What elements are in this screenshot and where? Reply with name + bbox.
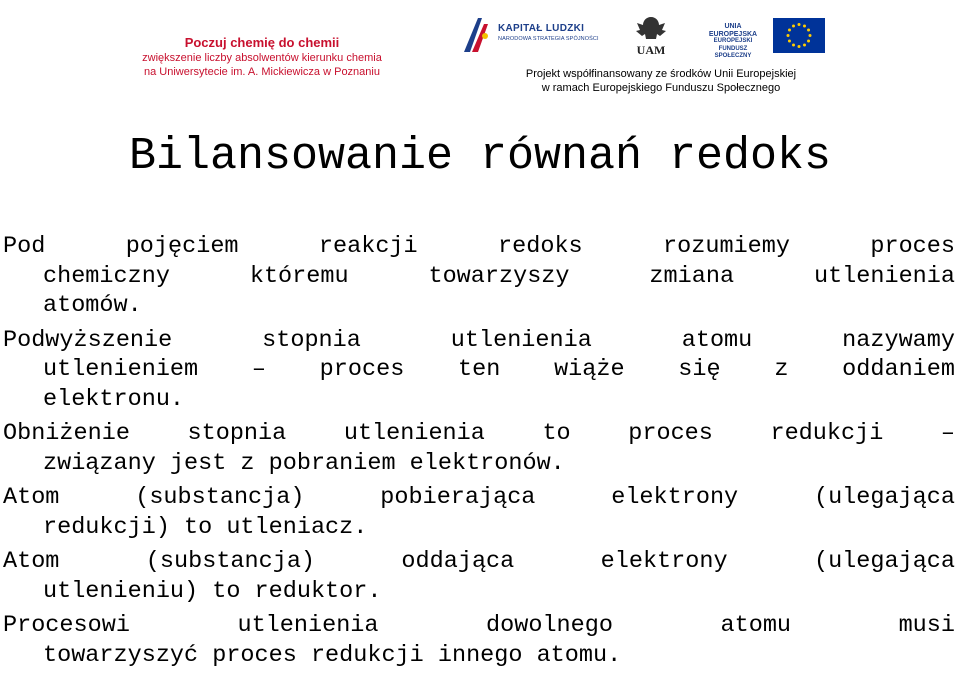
kapital-ludzki-name: KAPITAŁ LUDZKI xyxy=(498,23,585,34)
eu-star-icon xyxy=(807,29,810,32)
eu-star-icon xyxy=(788,29,791,32)
eu-line-2: EUROPEJSKI xyxy=(713,38,753,44)
paragraph-2 xyxy=(3,326,955,415)
eu-flag-icon xyxy=(773,18,825,53)
eu-star-icon xyxy=(792,44,795,47)
cofinancing-note xyxy=(500,67,822,95)
paragraph-4 xyxy=(3,483,955,542)
cofinancing-line-1: Projekt współfinansowany ze środków Unii Europejskiej xyxy=(525,68,797,80)
eu-line-3: FUNDUSZ SPOŁECZNY xyxy=(714,45,752,59)
paragraph-line: elektronu. xyxy=(43,385,185,413)
paragraph-line: atomów. xyxy=(43,292,142,319)
eu-star-icon xyxy=(798,23,801,26)
sponsor-logos xyxy=(462,14,832,58)
kapital-ludzki-tagline: NARODOWA STRATEGIA SPÓJNOŚCI xyxy=(498,36,599,42)
paragraph-line: Procesowi utlenienia dowolnego atomu musi xyxy=(3,612,955,639)
eu-star-icon xyxy=(809,34,812,37)
eu-star-icon xyxy=(803,44,806,47)
eu-star-icon xyxy=(792,24,795,27)
paragraph-line: utlenieniu) to reduktor. xyxy=(43,577,382,605)
eu-star-icon xyxy=(807,40,810,43)
eu-line-1: UNIA EUROPEJSKA xyxy=(708,23,758,38)
project-subtitle-line-1: zwiększenie liczby absolwentów kierunku chemia xyxy=(142,52,382,64)
paragraph-line: Atom (substancja) oddająca elektrony (ulegająca xyxy=(3,548,955,575)
paragraph-line: Obniżenie stopnia utlenienia to proces redukcji – xyxy=(3,420,955,447)
paragraph-5 xyxy=(3,547,955,606)
slide-body xyxy=(3,232,955,670)
eu-star-icon xyxy=(798,45,801,48)
kapital-ludzki-logo-icon xyxy=(462,16,492,54)
eu-star-icon xyxy=(787,34,790,37)
uam-logo-text: UAM xyxy=(636,43,666,57)
cofinancing-line-2: w ramach Europejskiego Funduszu Społecznego xyxy=(541,82,781,94)
paragraph-line: towarzyszyć proces redukcji innego atomu. xyxy=(43,641,622,669)
kapital-ludzki-logo xyxy=(498,23,599,43)
uam-eagle-logo-icon xyxy=(634,14,668,58)
project-header xyxy=(96,34,428,79)
paragraph-line: utlenieniem – proces ten wiąże się z oddaniem xyxy=(43,356,955,383)
paragraph-line: Atom (substancja) pobierająca elektrony (ulegająca xyxy=(3,484,955,511)
paragraph-3 xyxy=(3,419,955,478)
eu-star-icon xyxy=(803,24,806,27)
paragraph-line: chemiczny któremu towarzyszy zmiana utlenienia xyxy=(43,262,955,290)
project-subtitle-line-2: na Uniwersytecie im. A. Mickiewicza w Poznaniu xyxy=(144,66,380,78)
paragraph-line: Podwyższenie stopnia utlenienia atomu nazywamy xyxy=(3,326,955,354)
paragraph-6 xyxy=(3,611,955,670)
paragraph-1 xyxy=(3,232,955,321)
paragraph-line: redukcji) to utleniacz. xyxy=(43,513,368,541)
eu-star-icon xyxy=(788,40,791,43)
eu-fund-text xyxy=(700,23,766,61)
project-title: Poczuj chemię do chemii xyxy=(184,35,340,50)
slide-title: Bilansowanie równań redoks xyxy=(128,131,832,182)
paragraph-line: Pod pojęciem reakcji redoks rozumiemy proces xyxy=(3,233,955,260)
paragraph-line: związany jest z pobraniem elektronów. xyxy=(43,449,565,477)
